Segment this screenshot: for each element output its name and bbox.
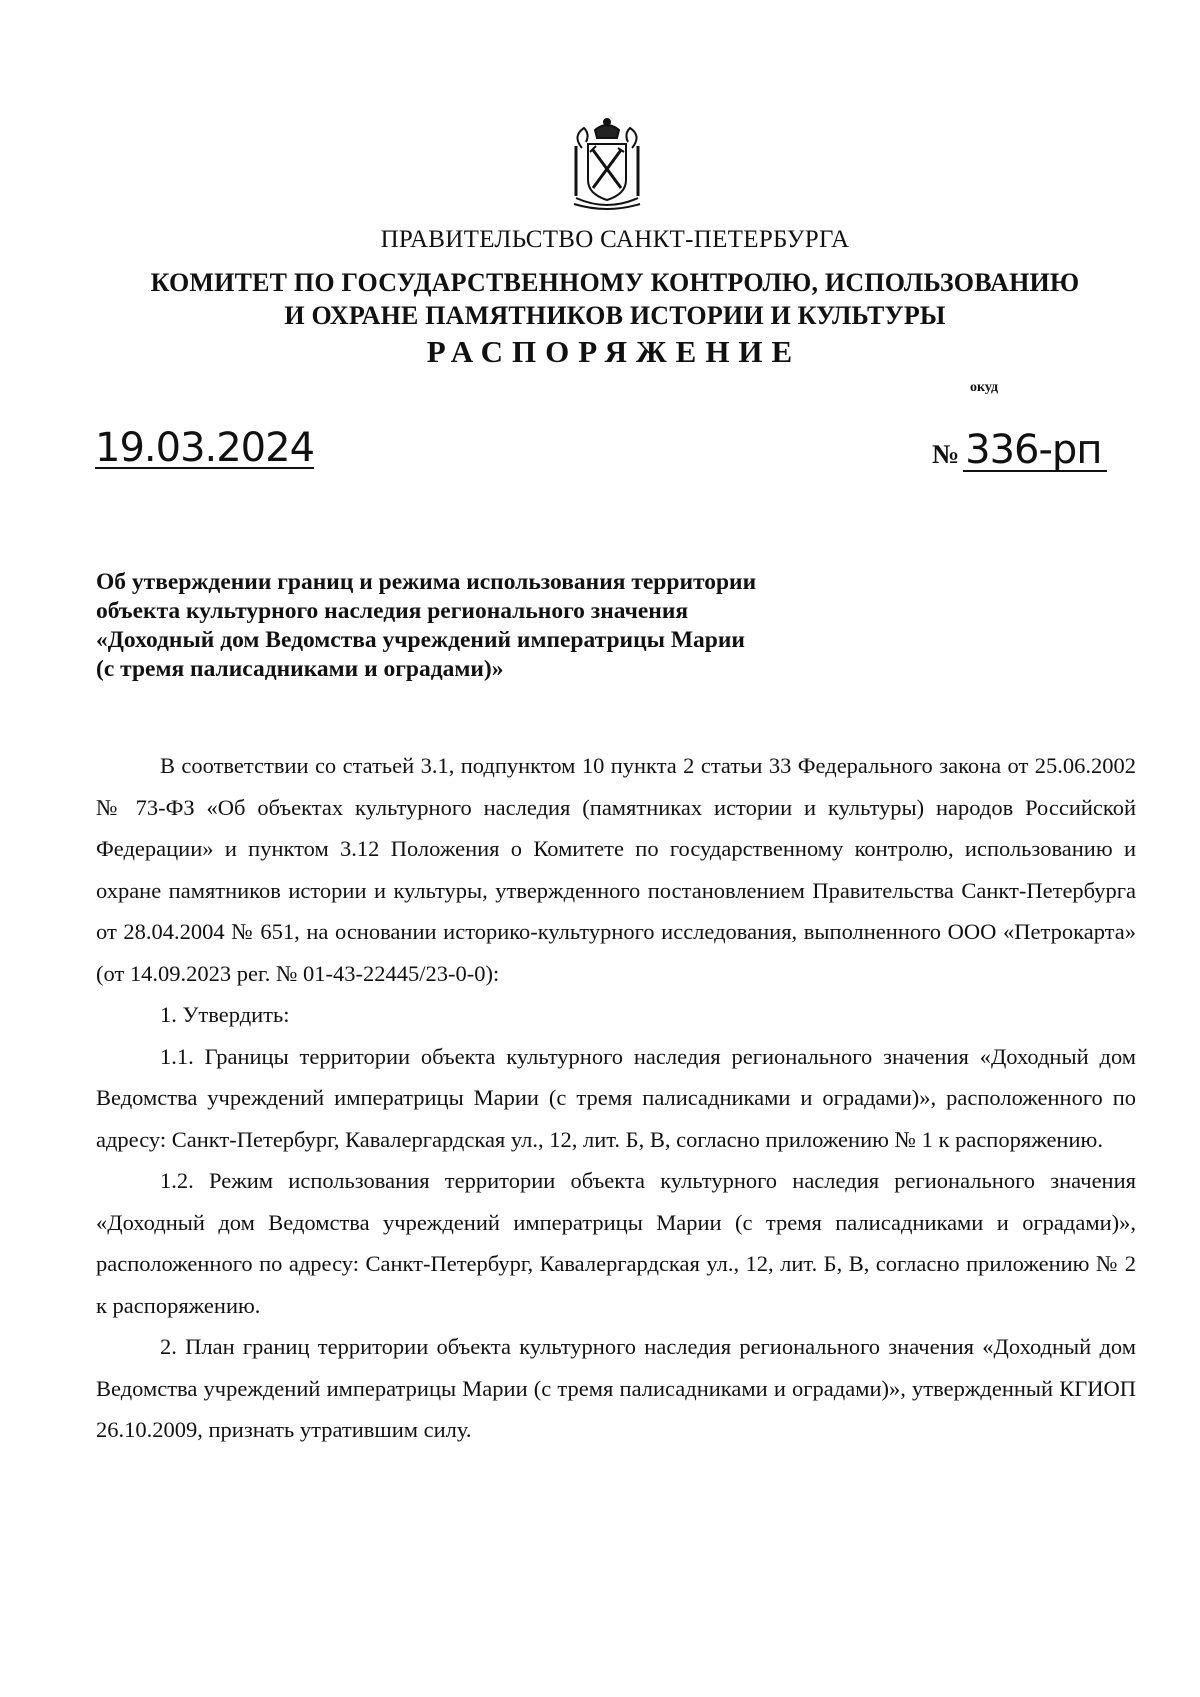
subject-line-4: (с тремя палисадниками и оградами)» [96,656,504,682]
document-type: РАСПОРЯЖЕНИЕ [426,334,802,369]
item-1: 1. Утвердить: [160,1002,290,1027]
document-subject [96,568,856,684]
item-2: 2. План границ территории объекта культурного наследия регионального значения «Доходный дом Ведомства учреждений императрицы Марии (с тремя палисадниками и оградами)», утвержденный КГИОП 26.10.2009, признать утратившим силу. [96,1334,1136,1442]
subject-line-3: «Доходный дом Ведомства учреждений императрицы Марии [96,627,745,653]
government-title: ПРАВИТЕЛЬСТВО САНКТ-ПЕТЕРБУРГА [380,226,850,253]
committee-line-2: И ОХРАНЕ ПАМЯТНИКОВ ИСТОРИИ И КУЛЬТУРЫ [284,301,946,330]
document-date: 19.03.2024 [95,425,315,471]
item-1-2: 1.2. Режим использования территории объекта культурного наследия регионального значения «Доходный дом Ведомства учреждений императрицы Марии (с тремя палисадниками и оградами)», расположенного по адресу: Санкт-Петербург, Кавалергардская ул., 12, лит. Б, В, согласно приложению № 2 к распоряжению. [96,1168,1136,1318]
preamble-paragraph: В соответствии со статьей 3.1, подпунктом 10 пункта 2 статьи 33 Федерального закона от 25.06.2002 № 73-ФЗ «Об объектах культурного наследия (памятниках истории и культуры) народов Российской Федерации» и пунктом 3.12 Положения о Комитете по государственному контролю, использованию и охране памятников истории и культуры, утвержденного постановлением Правительства Санкт-Петербурга от 28.04.2004 № 651, на основании историко-культурного исследования, выполненного ООО «Петрокарта» (от 14.09.2023 рег. № 01-43-22445/23-0-0): [96,753,1136,986]
committee-name [110,266,1120,332]
document-number [932,427,1107,473]
committee-line-1: КОМИТЕТ ПО ГОСУДАРСТВЕННОМУ КОНТРОЛЮ, ИСПОЛЬЗОВАНИЮ [150,268,1080,297]
coat-of-arms-icon [568,118,646,212]
okud-label: окуд [970,380,999,395]
item-1-1: 1.1. Границы территории объекта культурного наследия регионального значения «Доходный дом Ведомства учреждений императрицы Марии (с тремя палисадниками и оградами)», расположенного по адресу: Санкт-Петербург, Кавалергардская ул., 12, лит. Б, В, согласно приложению № 1 к распоряжению. [96,1043,1136,1152]
number-sign: № [932,439,960,469]
subject-line-1: Об утверждении границ и режима использования территории [96,569,757,595]
document-body [96,745,1136,1451]
subject-line-2: объекта культурного наследия регионального значения [96,598,689,624]
number-value: 336-рп [963,430,1107,472]
